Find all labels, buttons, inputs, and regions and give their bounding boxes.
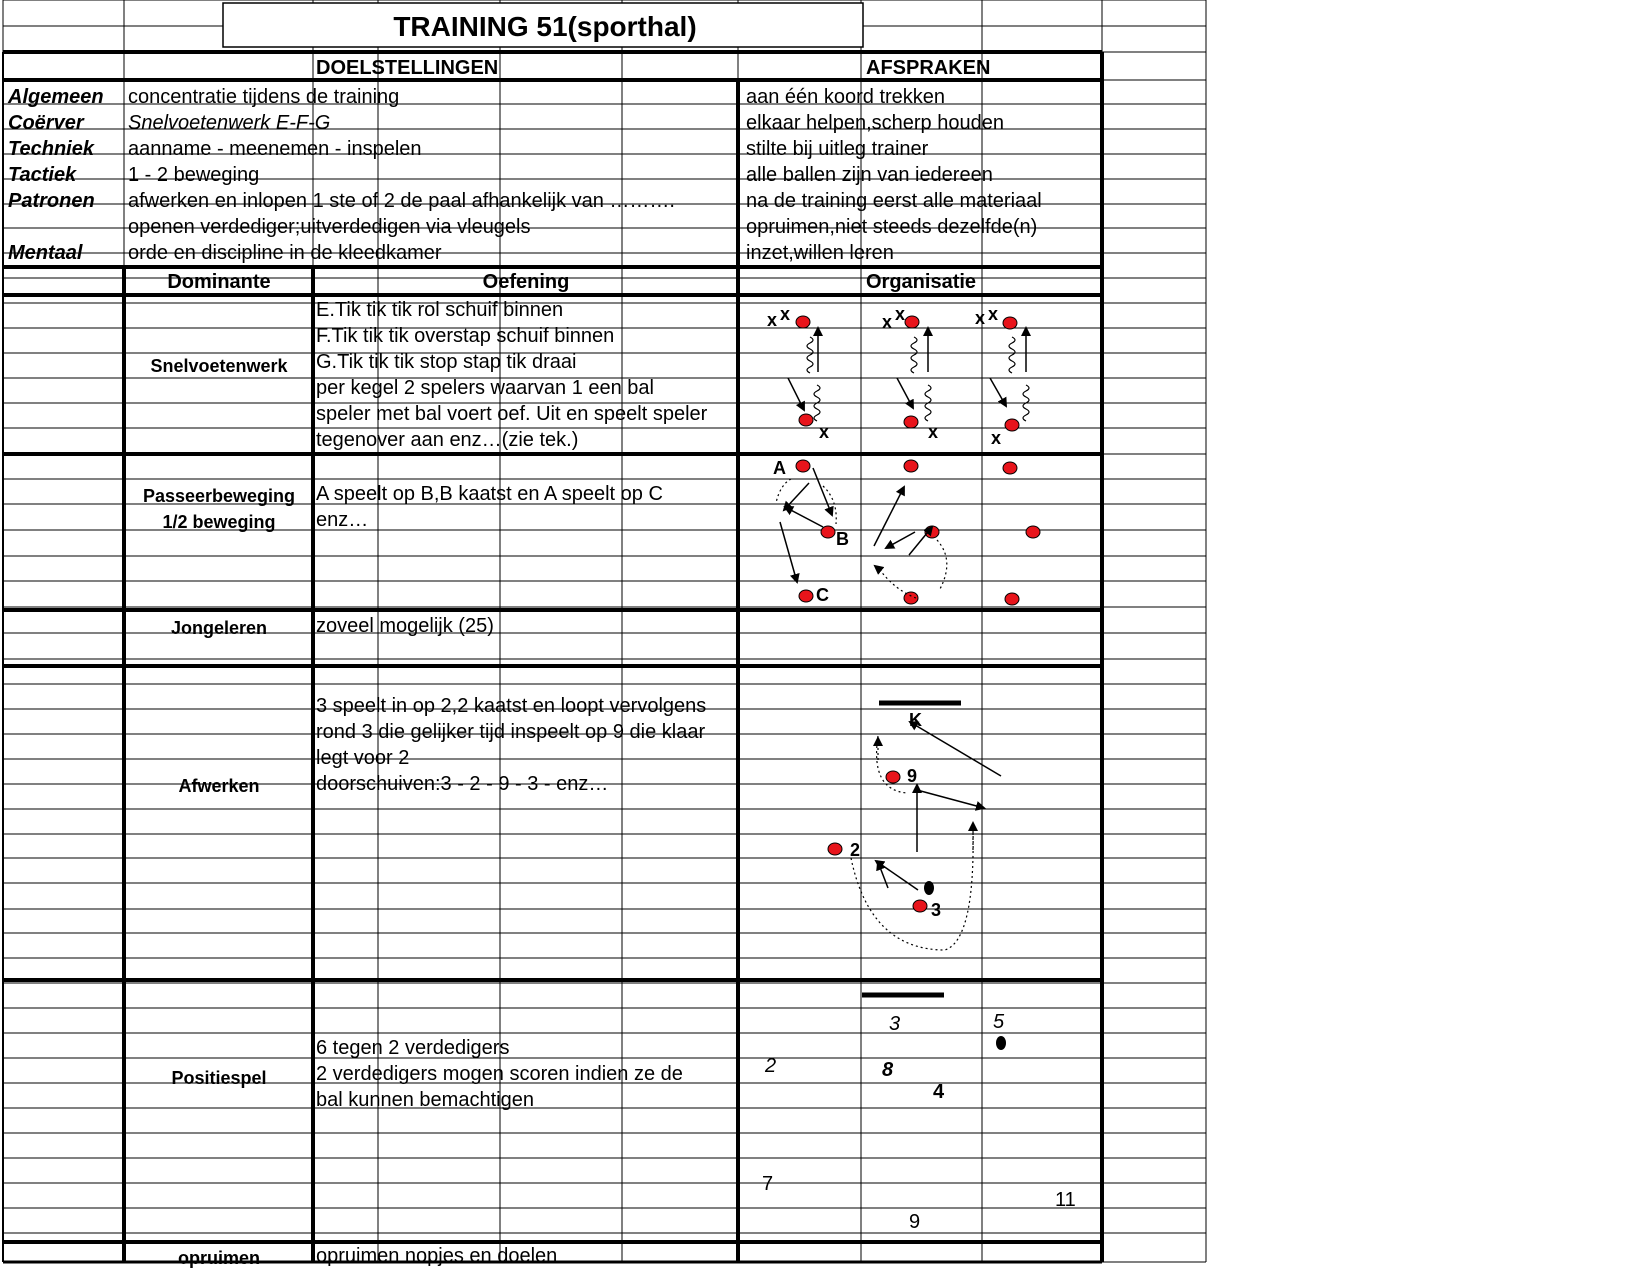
cone-marker: [1005, 593, 1019, 605]
diagram-label-a: A: [773, 458, 786, 478]
cone-marker: [821, 526, 835, 538]
category-label: Mentaal: [8, 242, 83, 264]
diagram-label-x: x: [882, 312, 893, 332]
dominante-label: Snelvoetenwerk: [150, 356, 288, 376]
page-title: TRAINING 51(sporthal): [393, 11, 697, 42]
exercise-line: A speelt op B,B kaatst en A speelt op C: [316, 483, 663, 505]
run-path: [776, 479, 791, 503]
header-dominante: Dominante: [167, 271, 271, 293]
cone-marker: [886, 771, 900, 783]
dominante-label: Jongeleren: [170, 618, 268, 638]
exercise-line: doorschuiven:3 - 2 - 9 - 3 - enz…: [316, 773, 609, 795]
cone-marker: [905, 316, 919, 328]
diagram-label-4: 4: [933, 1081, 945, 1103]
run-path: [851, 830, 973, 950]
ball-marker: [924, 881, 934, 895]
diagram-label-x: x: [767, 310, 778, 330]
cone-marker: [799, 414, 813, 426]
exercise-line: bal kunnen bemachtigen: [316, 1089, 534, 1111]
exercise-line: speler met bal voert oef. Uit en speelt speler: [316, 403, 708, 425]
dominante-label: 1/2 beweging: [162, 512, 276, 532]
exercise-line: G.Tik tik tik stop stap tik draai: [316, 351, 577, 373]
run-path: [875, 566, 880, 570]
run-path: [823, 486, 836, 524]
diagram-label-x: x: [895, 304, 906, 324]
dominante-label: Passeerbeweging: [142, 486, 296, 506]
cone-marker: [1003, 462, 1017, 474]
category-label: Coërver: [8, 112, 84, 134]
exercise-line: per kegel 2 spelers waarvan 1 een bal: [316, 377, 654, 399]
goal-text: concentratie tijdens de training: [128, 86, 400, 108]
diagram-label-9: 9: [909, 1211, 921, 1233]
ball-marker: [996, 1036, 1006, 1050]
cone-marker: [799, 590, 813, 602]
cone-marker: [796, 460, 810, 472]
exercise-line: rond 3 die gelijker tijd inspeelt op 9 die klaar: [316, 721, 706, 743]
diagram-label-x: x: [928, 422, 939, 442]
arrow: [784, 483, 809, 510]
exercise-line: 3 speelt in op 2,2 kaatst en loopt vervolgens: [316, 695, 707, 717]
header-oefening: Oefening: [482, 271, 570, 293]
arrow: [917, 790, 984, 808]
arrow: [785, 507, 823, 527]
agreement-text: alle ballen zijn van iedereen: [746, 164, 993, 186]
exercise-line: E.Tik tik tik rol schuif binnen: [316, 299, 564, 321]
arrow: [909, 527, 932, 555]
exercise-line: F.Tik tik tik overstap schuif binnen: [316, 325, 615, 347]
goal-text: aanname - meenemen - inspelen: [128, 138, 422, 160]
diagram-label-2: 2: [850, 840, 861, 860]
diagram-label-c: C: [816, 585, 829, 605]
diagram-label-5: 5: [993, 1011, 1005, 1033]
exercise-line: opruimen nopjes en doelen: [316, 1245, 558, 1267]
cone-marker: [904, 416, 918, 428]
cone-marker: [828, 843, 842, 855]
agreement-text: stilte bij uitleg trainer: [746, 138, 929, 160]
diagram-label-k: K: [909, 710, 922, 730]
header-doelstellingen: DOELSTELLINGEN: [316, 57, 499, 79]
diagram-label-9: 9: [907, 766, 918, 786]
category-label: Patronen: [8, 190, 95, 212]
diagram-label-x: x: [819, 422, 830, 442]
exercise-line: tegenover aan enz…(zie tek.): [316, 429, 579, 451]
agreement-text: elkaar helpen,scherp houden: [746, 112, 1004, 134]
exercise-line: 6 tegen 2 verdedigers: [316, 1037, 510, 1059]
dominante-label: Afwerken: [178, 776, 260, 796]
cone-marker: [1026, 526, 1040, 538]
cone-marker: [1003, 317, 1017, 329]
goal-text: Snelvoetenwerk E-F-G: [128, 112, 331, 134]
arrow: [813, 468, 832, 515]
agreement-text: opruimen,niet steeds dezelfde(n): [746, 216, 1038, 238]
arrow: [910, 722, 1001, 776]
agreement-text: na de training eerst alle materiaal: [746, 190, 1042, 212]
category-label: Techniek: [8, 138, 94, 160]
category-label: Tactiek: [8, 164, 77, 186]
dribble-line: [911, 337, 917, 373]
diagram-label-x: x: [991, 428, 1002, 448]
goal-text: orde en discipline in de kleedkamer: [128, 242, 442, 264]
exercise-line: legt voor 2: [316, 747, 410, 769]
diagram-label-7: 7: [762, 1173, 774, 1195]
cone-marker: [1005, 419, 1019, 431]
diagram-label-b: B: [836, 529, 849, 549]
dribble-line: [1009, 337, 1015, 373]
header-afspraken: AFSPRAKEN: [866, 57, 991, 79]
arrow: [780, 522, 797, 582]
category-label: Algemeen: [8, 86, 104, 108]
diagram-label-8: 8: [882, 1059, 894, 1081]
goal-text: 1 - 2 beweging: [128, 164, 260, 186]
exercise-line: enz…: [316, 509, 369, 531]
diagram-label-x: x: [780, 304, 791, 324]
diagram-label-3: 3: [889, 1013, 901, 1035]
cone-marker: [913, 900, 927, 912]
diagram-label-11: 11: [1055, 1189, 1076, 1211]
header-organisatie: Organisatie: [866, 271, 977, 293]
arrow: [886, 532, 915, 548]
diagram-label-x: x: [988, 304, 999, 324]
goal-text: afwerken en inlopen 1 ste of 2 de paal afhankelijk van ……….: [128, 190, 675, 212]
cone-marker: [796, 316, 810, 328]
arrow: [876, 861, 918, 890]
diagram-label-2: 2: [765, 1055, 777, 1077]
exercise-line: zoveel mogelijk (25): [316, 615, 494, 637]
agreement-text: inzet,willen leren: [746, 242, 894, 264]
diagram-label-x: x: [975, 308, 986, 328]
run-path: [937, 540, 947, 589]
exercise-line: 2 verdedigers mogen scoren indien ze de: [316, 1063, 683, 1085]
goal-text: openen verdediger;uitverdedigen via vleugels: [128, 216, 531, 238]
dominante-label: opruimen: [177, 1248, 260, 1268]
arrow: [874, 487, 904, 546]
cone-marker: [904, 460, 918, 472]
dribble-line: [807, 337, 813, 373]
arrow: [990, 378, 1006, 406]
diagram-label-3: 3: [931, 900, 942, 920]
agreement-text: aan één koord trekken: [746, 86, 946, 108]
arrow: [788, 378, 804, 410]
dominante-label: Positiespel: [171, 1068, 267, 1088]
